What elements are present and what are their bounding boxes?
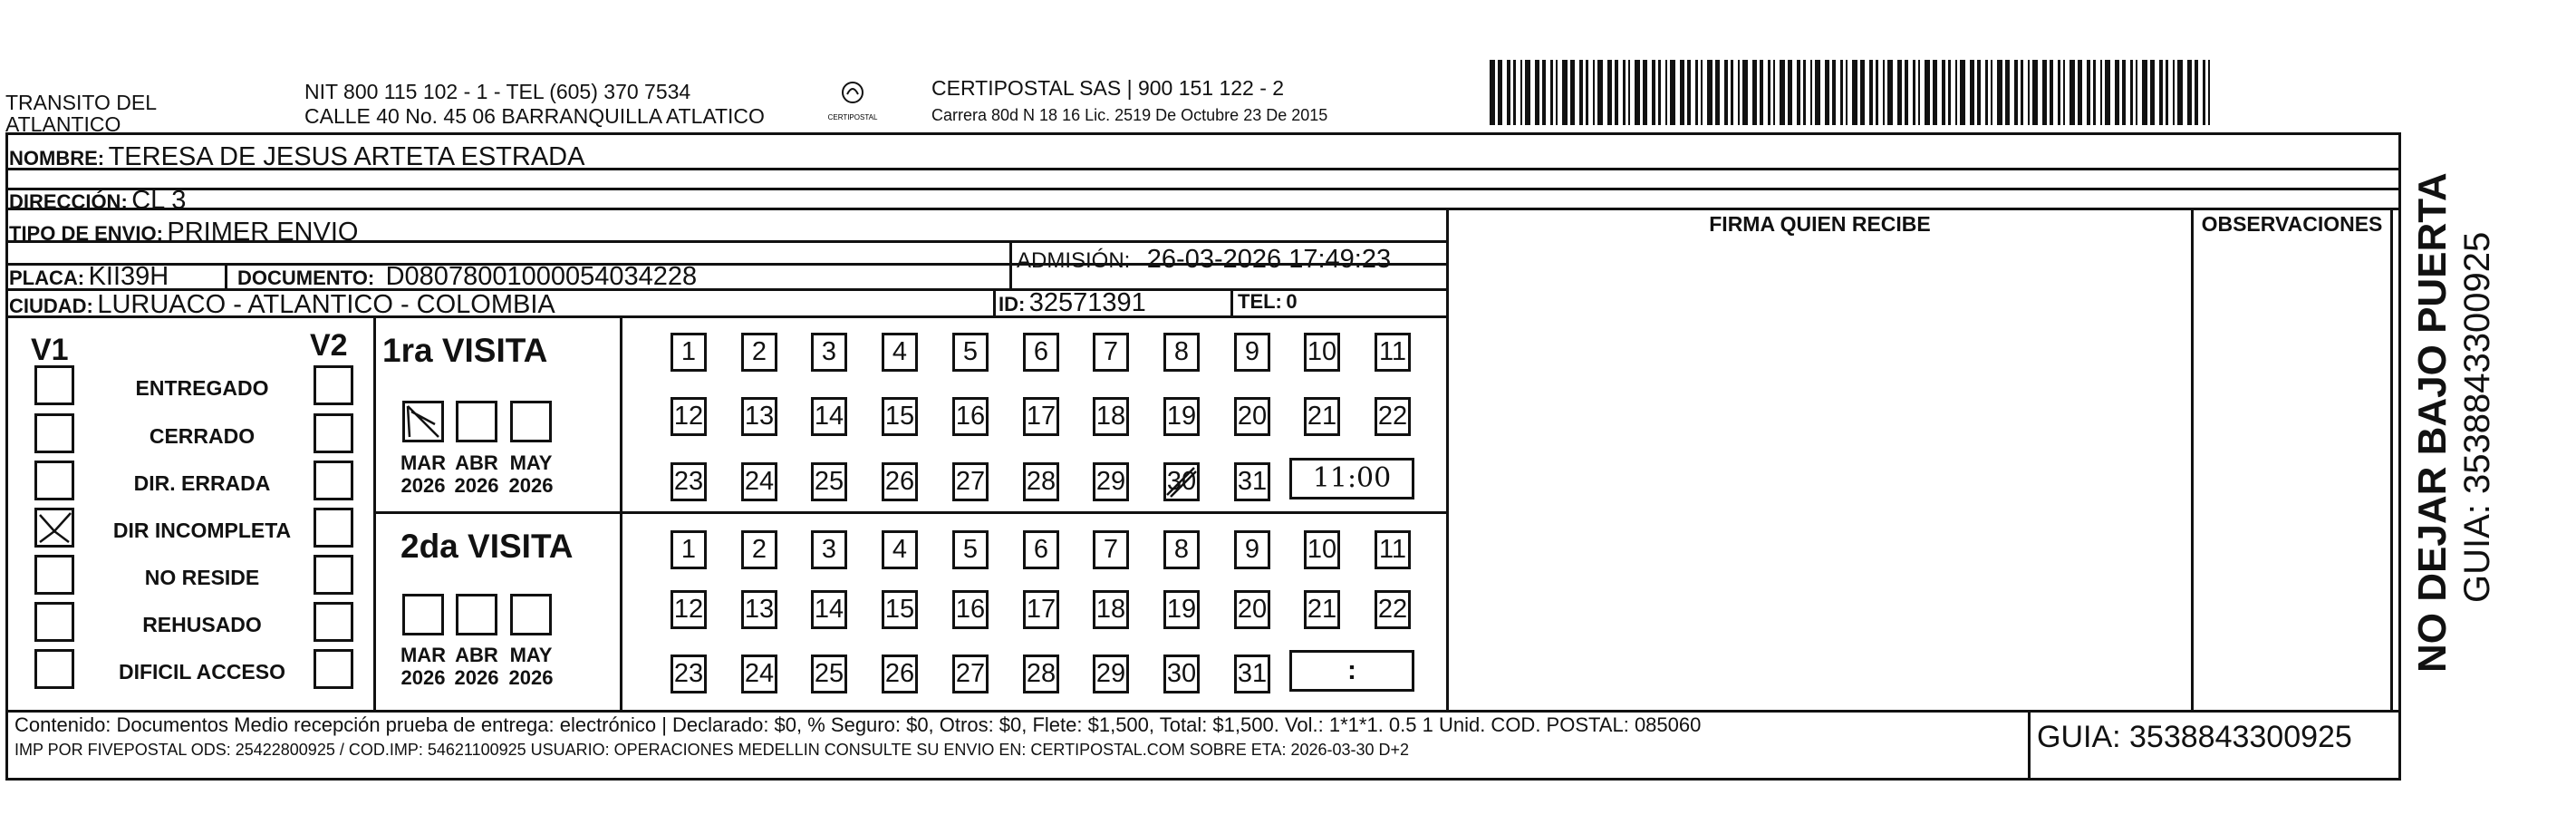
- v1-checkbox[interactable]: [34, 508, 74, 548]
- row-divider: [5, 188, 2401, 190]
- v2-checkbox[interactable]: [314, 365, 353, 405]
- visit2-day-box[interactable]: 22: [1375, 590, 1411, 629]
- col-divider: [1446, 208, 1449, 710]
- v2-checkbox[interactable]: [314, 602, 353, 642]
- visit2-day-box[interactable]: 15: [882, 590, 918, 629]
- visit1-day-box[interactable]: 6: [1023, 333, 1059, 372]
- sender-nit: NIT 800 115 102 - 1 - TEL (605) 370 7534: [304, 80, 691, 103]
- status-option-label: DIR INCOMPLETA: [112, 519, 292, 542]
- address-label: DIRECCIÓN:: [9, 190, 128, 213]
- observations-area[interactable]: [2196, 243, 2388, 707]
- col-divider: [1009, 240, 1012, 290]
- visit1-day-box[interactable]: 4: [882, 333, 918, 372]
- visit2-day-box[interactable]: 21: [1304, 590, 1340, 629]
- visit1-month-label: MAR 2026: [400, 451, 447, 497]
- admission-field: [1017, 245, 1391, 275]
- visit2-day-box[interactable]: 3: [811, 530, 847, 569]
- visit2-day-box[interactable]: 13: [741, 590, 777, 629]
- visit1-day-box[interactable]: 26: [882, 462, 918, 501]
- visit2-month-checkbox[interactable]: [456, 594, 497, 635]
- admission-label: ADMISIÓN:: [1017, 248, 1131, 273]
- visit2-day-box[interactable]: 27: [952, 655, 989, 693]
- certipostal-logo: [815, 80, 890, 123]
- footer-content-line: Contenido: Documentos Medio recepción prueba de entrega: electrónico | Declarado: $0, % Seguro: $0, Otros: $0, Flete: $1,500, Total: $1,500. Vol.: 1*1*1. 0.5 1 Unid. COD. POSTAL: 085060: [14, 713, 1702, 736]
- visit1-day-box[interactable]: 18: [1093, 397, 1129, 436]
- visit2-day-box[interactable]: 1: [671, 530, 707, 569]
- visit1-day-box[interactable]: 16: [952, 397, 989, 436]
- v1-checkbox[interactable]: [34, 555, 74, 595]
- col-divider: [993, 288, 996, 317]
- col-divider: [2191, 208, 2194, 710]
- visit1-month-label: ABR 2026: [454, 451, 499, 497]
- v2-checkbox[interactable]: [314, 649, 353, 689]
- shipment-type-label: TIPO DE ENVIO:: [9, 222, 163, 245]
- visit1-day-box[interactable]: 11: [1375, 333, 1411, 372]
- visit1-day-box[interactable]: 10: [1304, 333, 1340, 372]
- visit1-day-box[interactable]: 27: [952, 462, 989, 501]
- col-divider: [373, 315, 376, 712]
- signature-area[interactable]: [1452, 243, 2189, 707]
- visit2-day-box[interactable]: 17: [1023, 590, 1059, 629]
- v1-checkbox[interactable]: [34, 649, 74, 689]
- visit2-day-box[interactable]: 28: [1023, 655, 1059, 693]
- visit2-day-box[interactable]: 16: [952, 590, 989, 629]
- v1-label: V1: [31, 333, 69, 367]
- plate-value: KII39H: [88, 262, 169, 291]
- v2-checkbox[interactable]: [314, 508, 353, 548]
- id-label: ID:: [999, 293, 1026, 315]
- visit1-day-box[interactable]: 14: [811, 397, 847, 436]
- signature-header: FIRMA QUIEN RECIBE: [1709, 212, 1931, 236]
- visit2-day-box[interactable]: 25: [811, 655, 847, 693]
- document-field: [237, 262, 697, 292]
- col-divider: [2390, 208, 2393, 710]
- v2-checkbox[interactable]: [314, 555, 353, 595]
- visit1-time-box[interactable]: 11:00: [1289, 458, 1414, 499]
- visit1-day-box[interactable]: 30: [1163, 462, 1200, 501]
- visit2-day-box[interactable]: 9: [1234, 530, 1270, 569]
- row-divider: [373, 511, 1448, 514]
- city-label: CIUDAD:: [9, 295, 93, 317]
- company-name: CERTIPOSTAL SAS | 900 151 122 - 2: [931, 76, 1285, 100]
- visit1-day-box[interactable]: 20: [1234, 397, 1270, 436]
- tel-label: TEL:: [1238, 290, 1282, 313]
- status-option-label: CERRADO: [149, 424, 256, 448]
- visit1-day-box[interactable]: 1: [671, 333, 707, 372]
- status-option-label: REHUSADO: [142, 613, 262, 636]
- col-divider: [225, 263, 227, 290]
- sender-name-line2: ATLANTICO: [5, 112, 121, 136]
- visit1-day-box[interactable]: 28: [1023, 462, 1059, 501]
- visit1-day-box[interactable]: 17: [1023, 397, 1059, 436]
- visit2-day-box[interactable]: 6: [1023, 530, 1059, 569]
- shipment-type-field: [9, 218, 358, 247]
- visit1-month-checkbox[interactable]: [510, 401, 552, 442]
- col-divider: [2028, 710, 2031, 781]
- visit2-day-box[interactable]: 11: [1375, 530, 1411, 569]
- row-divider: [5, 710, 2401, 713]
- visit2-day-box[interactable]: 5: [952, 530, 989, 569]
- visit1-day-box[interactable]: 13: [741, 397, 777, 436]
- visit2-day-box[interactable]: 29: [1093, 655, 1129, 693]
- visit1-day-box[interactable]: 5: [952, 333, 989, 372]
- address-field: [9, 186, 186, 216]
- shipment-type-value: PRIMER ENVIO: [167, 218, 359, 247]
- visit2-day-box[interactable]: 4: [882, 530, 918, 569]
- tel-value: 0: [1286, 290, 1298, 313]
- side-guide-number: GUIA: 3538843300925: [2457, 231, 2497, 603]
- visit1-day-box[interactable]: 21: [1304, 397, 1340, 436]
- visit1-month-label: MAY 2026: [508, 451, 554, 497]
- visit1-day-box[interactable]: 7: [1093, 333, 1129, 372]
- footer-guide-number: GUIA: 3538843300925: [2037, 720, 2352, 754]
- barcode: [1490, 60, 2220, 125]
- visit1-day-box[interactable]: 2: [741, 333, 777, 372]
- v1-checkbox[interactable]: [34, 602, 74, 642]
- visit2-month-checkbox[interactable]: [402, 594, 444, 635]
- visit2-day-box[interactable]: 8: [1163, 530, 1200, 569]
- v2-label: V2: [310, 328, 348, 363]
- visit1-day-box[interactable]: 29: [1093, 462, 1129, 501]
- status-option-label: DIR. ERRADA: [133, 471, 271, 495]
- plate-field: [9, 262, 169, 292]
- sender-address: CALLE 40 No. 45 06 BARRANQUILLA ATLATICO: [304, 104, 765, 128]
- visit1-day-box[interactable]: 23: [671, 462, 707, 501]
- admission-value: 26-03-2026 17:49:23: [1146, 245, 1392, 274]
- visit1-title: 1ra VISITA: [382, 332, 548, 369]
- visit2-day-box[interactable]: 23: [671, 655, 707, 693]
- status-option-label: ENTREGADO: [135, 376, 269, 400]
- footer-imp-line: IMP POR FIVEPOSTAL ODS: 25422800925 / COD.IMP: 54621100925 USUARIO: OPERACIONES MEDELLIN CONSULTE SU ENVIO EN: CERTIPOSTAL.COM SOBRE ETA: 2026-03-30 D+2: [14, 741, 1410, 759]
- v1-checkbox[interactable]: [34, 413, 74, 453]
- v2-checkbox[interactable]: [314, 413, 353, 453]
- visit2-day-box[interactable]: 12: [671, 590, 707, 629]
- visit2-day-box[interactable]: 7: [1093, 530, 1129, 569]
- col-divider: [1230, 288, 1233, 317]
- v2-checkbox[interactable]: [314, 461, 353, 500]
- visit1-day-box[interactable]: 25: [811, 462, 847, 501]
- company-license: Carrera 80d N 18 16 Lic. 2519 De Octubre 23 De 2015: [931, 106, 1328, 124]
- visit2-day-box[interactable]: 30: [1163, 655, 1200, 693]
- v1-checkbox[interactable]: [34, 365, 74, 405]
- visit1-day-box[interactable]: 15: [882, 397, 918, 436]
- visit2-day-box[interactable]: 26: [882, 655, 918, 693]
- visit2-time-box[interactable]: :: [1289, 650, 1414, 692]
- id-field: [999, 288, 1146, 318]
- id-value: 32571391: [1028, 288, 1146, 317]
- visit1-month-checkbox[interactable]: [402, 401, 444, 442]
- tel-field: [1238, 290, 1298, 314]
- no-under-door-warning: NO DEJAR BAJO PUERTA: [2410, 172, 2455, 673]
- visit2-day-box[interactable]: 2: [741, 530, 777, 569]
- visit2-day-box[interactable]: 24: [741, 655, 777, 693]
- visit2-month-checkbox[interactable]: [510, 594, 552, 635]
- visit1-day-box[interactable]: 22: [1375, 397, 1411, 436]
- visit2-month-label: MAY 2026: [508, 644, 554, 689]
- row-divider: [5, 208, 2401, 210]
- name-field: [9, 142, 584, 172]
- visit2-day-box[interactable]: 20: [1234, 590, 1270, 629]
- name-value: TERESA DE JESUS ARTETA ESTRADA: [108, 142, 585, 171]
- visit1-day-box[interactable]: 12: [671, 397, 707, 436]
- visit1-day-box[interactable]: 8: [1163, 333, 1200, 372]
- visit2-day-box[interactable]: 14: [811, 590, 847, 629]
- status-option-label: DIFICIL ACCESO: [118, 660, 285, 684]
- document-value: D08078001000054034228: [385, 262, 698, 291]
- sender-name-line1: TRANSITO DEL: [5, 91, 157, 114]
- col-divider: [620, 315, 622, 712]
- city-value: LURUACO - ATLANTICO - COLOMBIA: [97, 290, 555, 319]
- visit2-day-box[interactable]: 19: [1163, 590, 1200, 629]
- observations-header: OBSERVACIONES: [2201, 212, 2383, 236]
- address-value: CL 3: [131, 186, 187, 215]
- visit2-month-label: ABR 2026: [454, 644, 499, 689]
- visit1-day-box[interactable]: 31: [1234, 462, 1270, 501]
- city-field: [9, 290, 555, 320]
- visit1-day-box[interactable]: 24: [741, 462, 777, 501]
- name-label: NOMBRE:: [9, 147, 105, 170]
- visit1-day-box[interactable]: 9: [1234, 333, 1270, 372]
- visit2-day-box[interactable]: 31: [1234, 655, 1270, 693]
- visit2-day-box[interactable]: 10: [1304, 530, 1340, 569]
- logo-text: CERTIPOSTAL: [827, 113, 878, 121]
- visit1-month-checkbox[interactable]: [456, 401, 497, 442]
- plate-label: PLACA:: [9, 267, 85, 289]
- document-label: DOCUMENTO:: [237, 267, 375, 289]
- visit1-day-box[interactable]: 3: [811, 333, 847, 372]
- visit2-title: 2da VISITA: [400, 528, 574, 565]
- visit1-day-box[interactable]: 19: [1163, 397, 1200, 436]
- visit2-day-box[interactable]: 18: [1093, 590, 1129, 629]
- status-option-label: NO RESIDE: [144, 566, 260, 589]
- visit2-month-label: MAR 2026: [400, 644, 447, 689]
- v1-checkbox[interactable]: [34, 461, 74, 500]
